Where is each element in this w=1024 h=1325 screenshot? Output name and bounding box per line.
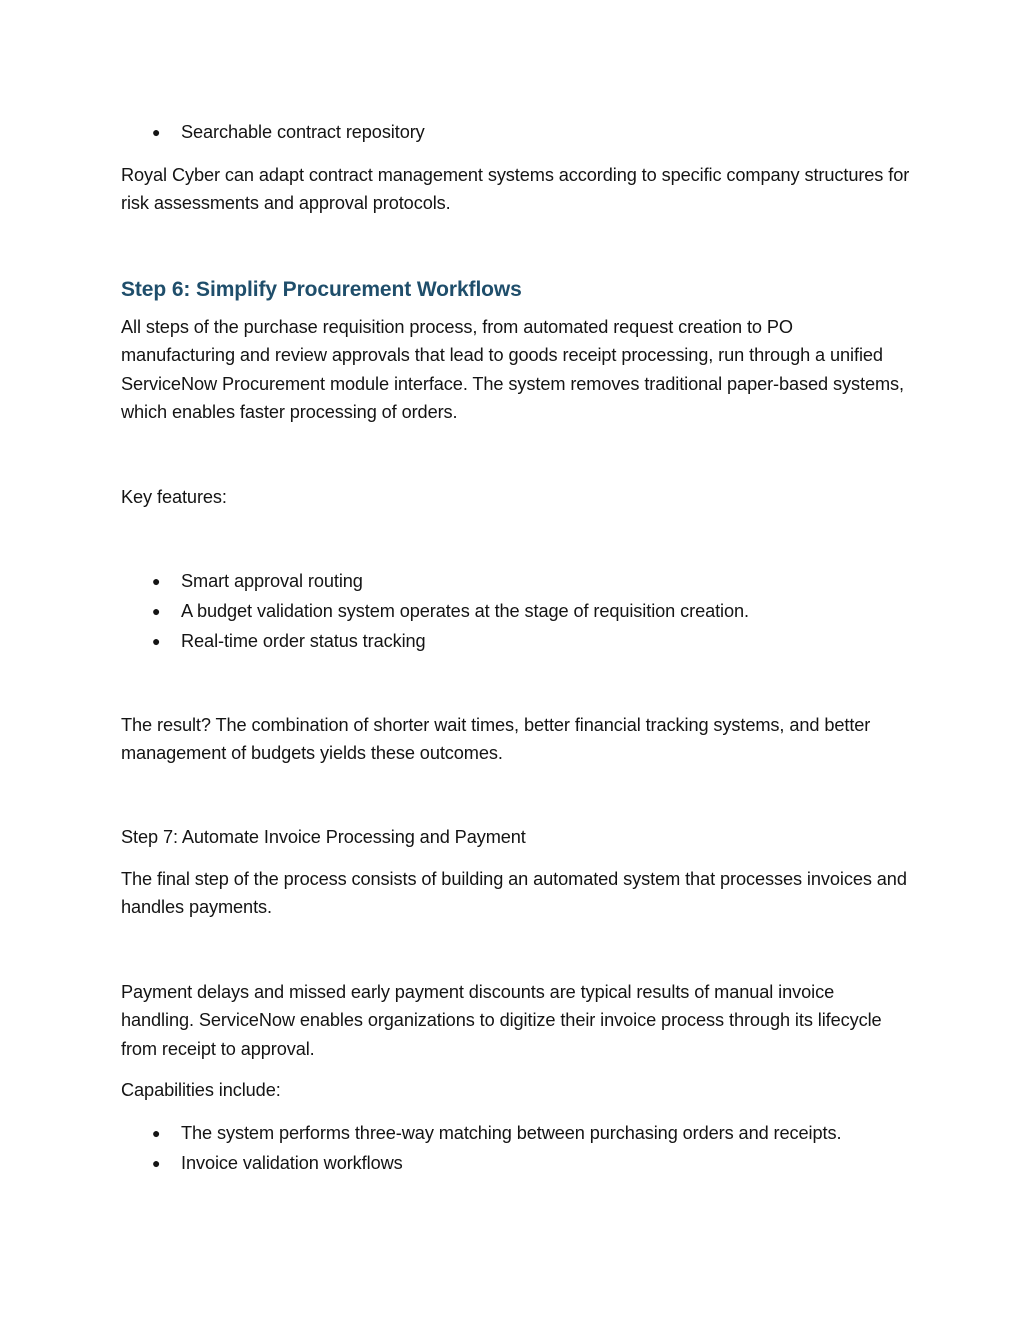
contract-features-list <box>121 118 911 148</box>
step7-paragraph-2: Payment delays and missed early payment discounts are typical results of manual invoice handling. ServiceNow enables organizations to digitize their invoice process through its lifecycle from receipt to approval. <box>121 982 882 1059</box>
list-item <box>121 118 911 148</box>
bullet-icon: ● <box>152 632 161 649</box>
bullet-icon: ● <box>152 602 161 619</box>
list-item-text: Searchable contract repository <box>181 122 425 142</box>
bullet-icon: ● <box>152 1125 161 1141</box>
intro-paragraph: Royal Cyber can adapt contract management systems according to specific company structures for risk assessments and approval protocols. <box>121 165 910 214</box>
list-item-text: A budget validation system operates at the stage of requisition creation. <box>181 600 749 621</box>
capabilities-list <box>121 1119 911 1179</box>
list-item <box>121 1149 911 1179</box>
list-item-text: The system performs three-way matching between purchasing orders and receipts. <box>181 1123 842 1143</box>
step6-paragraph: All steps of the purchase requisition process, from automated request creation to PO manufacturing and review approvals that lead to goods receipt processing, run through a unified ServiceNow Procurement module interface. The system removes traditional paper-based systems, which enables faster processing of orders. <box>121 317 904 422</box>
key-features-label: Key features: <box>121 487 227 507</box>
list-item-text: Invoice validation workflows <box>181 1152 403 1173</box>
bullet-icon: ● <box>152 1154 161 1171</box>
list-item <box>121 1119 911 1149</box>
key-features-list <box>121 567 911 656</box>
capabilities-label: Capabilities include: <box>121 1080 281 1100</box>
list-item-text: Smart approval routing <box>181 571 363 591</box>
list-item <box>121 627 911 657</box>
step6-heading: Step 6: Simplify Procurement Workflows <box>121 278 522 301</box>
bullet-icon: ● <box>152 124 161 140</box>
list-item <box>121 597 911 627</box>
step7-paragraph-1: The final step of the process consists of building an automated system that processes invoices and handles payments. <box>121 869 907 918</box>
bullet-icon: ● <box>152 573 161 589</box>
list-item <box>121 567 911 597</box>
step7-heading: Step 7: Automate Invoice Processing and Payment <box>121 827 526 847</box>
list-item-text: Real-time order status tracking <box>181 630 426 651</box>
result-paragraph: The result? The combination of shorter wait times, better financial tracking systems, and better management of budgets yields these outcomes. <box>121 715 871 764</box>
